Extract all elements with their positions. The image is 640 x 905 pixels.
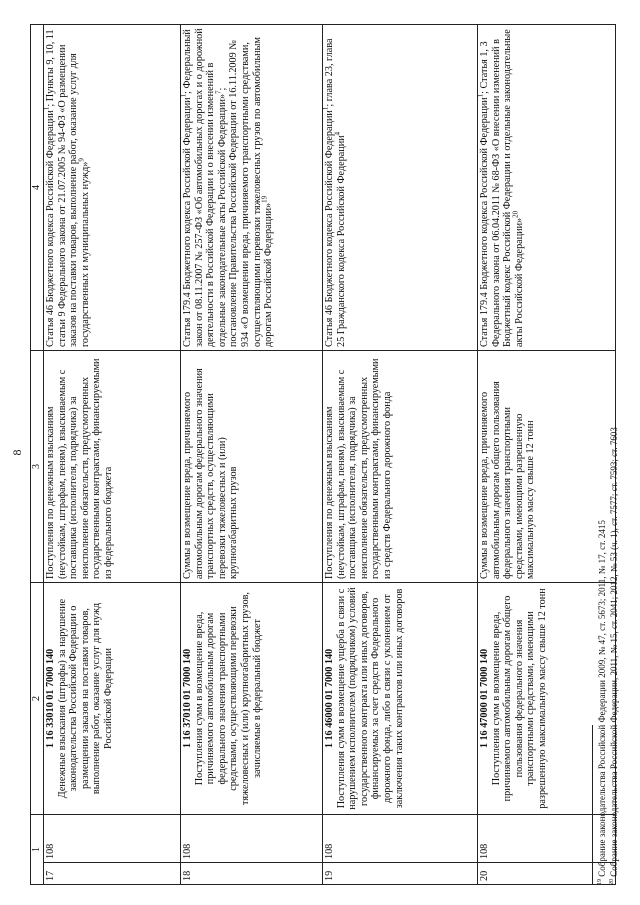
kbk-cell [323,583,478,815]
kbk-cell [44,583,181,815]
admin-code: 108 [44,815,181,863]
legal-basis-part: ; глава 23, глава 25 Гражданского кодекса Российской Федерации [324,38,347,347]
legal-basis-cell [181,25,323,351]
legal-basis-part: ; Пункты 9, 10, 11 статьи 9 Федерального закона от 21.07.2005 № 94-ФЗ «О размещении заказов на поставки товаров, выполнение работ, оказание услуг для государственных и муниципальных нужд» [45,29,91,347]
kbk-name: Поступления сумм в возмещение ущерба в связи с нарушением исполнителем (подрядчиком) условий государственного контракта или иных договоров, финансируемых за счет средств Федерального дорожного фонда, либо в связи с уклонением от заключения таких контрактов или иных договоров [335,587,405,810]
revenue-description: Суммы в возмещение вреда, причиняемого автомобильным дорогам общего пользования федерального значения транспортными средствами, имеющими разрешенную максимальную массу свыше 12 тонн [479,381,537,579]
legal-basis-cell [44,25,181,351]
page-number: 8 [10,449,24,456]
row-number: 18 [181,863,323,885]
column-header-3: 3 [31,351,44,583]
table-row [478,25,616,885]
footnote-text: Собрание законодательства Российской Федерации, 2011, № 15, ст. 2041; 2012, № 53 (ч. 1), ст. 7577; ст. 7593; ст. 7603 [609,427,619,877]
footnote-ref: 19 [260,195,269,203]
legal-basis [179,28,275,347]
kbk-code: 1 16 47000 01 7000 140 [479,648,490,749]
legal-basis-part: ; постановление Правительства Российской Федерации от 16.11.2009 № 934 «О возмещении вреда, причиняемого транспортными средствами, осуществляющими перевозки тяжеловесных грузов по автомобильным дорогам Российской Федерации» [216,37,275,347]
legal-basis-cell [478,25,616,351]
legal-basis [321,28,347,347]
revenue-cell [323,351,478,583]
table-row [44,25,181,885]
column-header-1: 1 [31,815,44,885]
row-number: 20 [478,863,616,885]
footnote-text: Собрание законодательства Российской Федерации 2009, № 47, ст. 5673; 2011, № 17, ст. 2415 [597,520,607,877]
revenue-description: Поступления по денежным взысканиям (неустойкам, штрафам, пеням), взыскиваемым с поставщика (исполнителя, подрядчика) за неисполнение обязательств, предусмотренных государственными контрактами, финансируемыми из средств Федерального дорожного фонда [324,358,393,579]
kbk-code: 1 16 46000 01 7000 140 [324,648,335,749]
footnote-ref: 20 [511,210,520,218]
legal-basis-cell [323,25,478,351]
row-number: 19 [323,863,478,885]
legal-basis [476,28,525,347]
column-header-2: 2 [31,583,44,815]
kbk-name: Поступления сумм в возмещение вреда, причиняемого автомобильным дорогам общего пользования федерального значения транспортными средствами, имеющими разрешенную максимальную массу свыше 12 тонн [490,588,548,809]
footnote [609,25,620,885]
footnote-ref: 1 [476,93,485,98]
footnote-ref: 7 [214,90,223,94]
legal-basis-part: Статья 46 Бюджетного кодекса Российской Федерации [45,110,56,347]
revenue-description: Суммы в возмещение вреда, причиняемого автомобильным дорогам федерального значения транспортных средств, осуществляющими перевозки тяжеловесных и (или) крупногабаритных грузов [182,368,240,579]
footnote-ref: 1 [42,106,51,111]
revenue-cell [478,351,616,583]
footnote-mark: 19 [597,879,603,885]
revenue-codes-table [30,24,616,885]
legal-basis-part: Статья 46 Бюджетного кодекса Российской Федерации [324,110,335,347]
legal-basis-part: Статья 179.4 Бюджетного кодекса Российской Федерации [182,97,193,347]
footnote-mark: 20 [609,879,615,885]
footnote-ref: 9 [77,158,86,162]
revenue-description: Поступления по денежным взысканиям (неустойкам, штрафам, пеням), взыскиваемым с поставщика (исполнителя, подрядчика) за неисполнение обязательств, предусмотренных государственными контрактами, финансируемыми из федерального бюджета [45,358,114,579]
footnote-ref: 1 [179,93,188,98]
admin-code: 108 [181,815,323,863]
legal-basis-part: Статья 179.4 Бюджетного кодекса Российской Федерации [479,97,490,347]
kbk-name: Денежные взыскания (штрафы) за нарушение законодательства Российской Федерации о размещении заказов на поставки товаров, выполнение работ, оказание услуг для нужд Российской Федерации [56,598,114,799]
legal-basis-part: ; Федеральный закон от 08.11.2007 № 257-ФЗ «Об автомобильных дорогах и о дорожной деятельности в Российской Федерации и о внесении изменений в отдельные законодательные акты Российской Федерации» [182,28,228,347]
admin-code: 108 [323,815,478,863]
kbk-name: Поступления сумм в возмещение вреда, причиняемого автомобильным дорогам федерального значения транспортными средствами, осуществляющими перевозки тяжеловесных и (или) крупногабаритных грузов, зачисляемые в федеральный бюджет [193,592,263,805]
kbk-code: 1 16 37010 01 7000 140 [182,648,193,749]
row-number: 17 [44,863,181,885]
revenue-cell [181,351,323,583]
footnote-ref: 4 [333,131,342,136]
table-row [181,25,323,885]
revenue-cell [44,351,181,583]
table-row [323,25,478,885]
legal-basis-part: ; Статья 1, 3 Федерального закона от 06.04.2011 № 68-ФЗ «О внесении изменений в Бюджетный кодекс Российской Федерации и отдельные законодательные акты Российской Федерации» [479,29,525,347]
footnote-separator [592,725,593,885]
legal-basis [42,28,91,347]
kbk-code: 1 16 33010 01 7000 140 [45,648,56,749]
admin-code: 108 [478,815,616,863]
footnote-ref: 1 [321,106,330,111]
footnote [597,25,608,885]
kbk-cell [478,583,616,815]
kbk-cell [181,583,323,815]
table-header-row [31,25,44,885]
column-header-4: 4 [31,25,44,351]
